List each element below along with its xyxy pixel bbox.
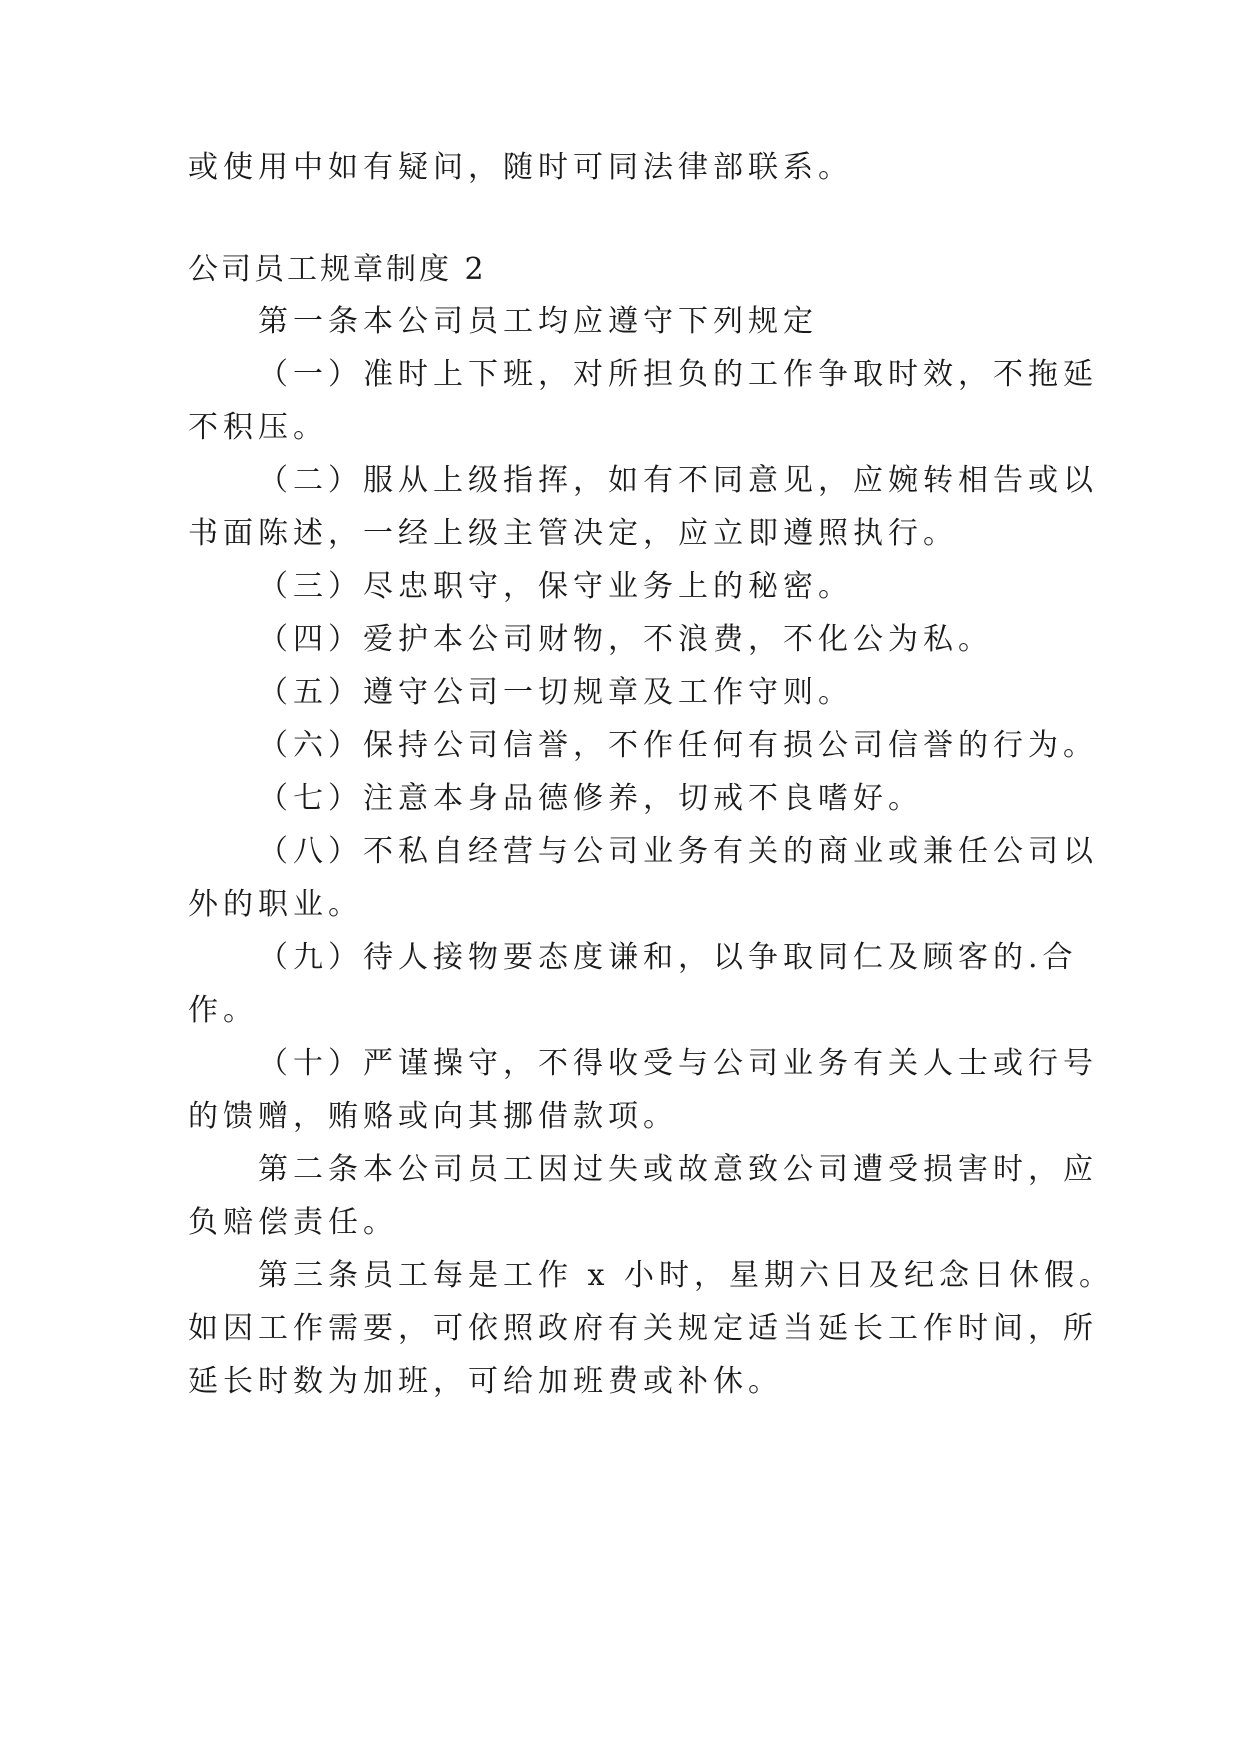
clause-2-line-1: （二）服从上级指挥，如有不同意见，应婉转相告或以 [258, 463, 1098, 498]
clause-9-line-1: （九）待人接物要态度谦和，以争取同仁及顾客的.合 [258, 940, 1078, 975]
clause-2-line-2: 书面陈述，一经上级主管决定，应立即遵照执行。 [188, 516, 958, 551]
clause-8-line-2: 外的职业。 [188, 887, 363, 922]
clause-4: （四）爱护本公司财物，不浪费，不化公为私。 [258, 622, 993, 657]
clause-6: （六）保持公司信誉，不作任何有损公司信誉的行为。 [258, 728, 1098, 763]
article-2-line-1: 第二条本公司员工因过失或故意致公司遭受损害时，应 [258, 1152, 1098, 1187]
article-2-line-2: 负赔偿责任。 [188, 1205, 398, 1240]
clause-5: （五）遵守公司一切规章及工作守则。 [258, 675, 853, 710]
clause-9-line-2: 作。 [188, 993, 258, 1028]
clause-10-line-2: 的馈赠，贿赂或向其挪借款项。 [188, 1099, 678, 1134]
clause-10-line-1: （十）严谨操守，不得收受与公司业务有关人士或行号 [258, 1046, 1098, 1081]
article-3-line-1: 第三条员工每是工作 x 小时，星期六日及纪念日休假。 [258, 1258, 1114, 1293]
clause-7: （七）注意本身品德修养，切戒不良嗜好。 [258, 781, 923, 816]
clause-1-line-1: （一）准时上下班，对所担负的工作争取时效，不拖延 [258, 357, 1098, 392]
clause-8-line-1: （八）不私自经营与公司业务有关的商业或兼任公司以 [258, 834, 1098, 869]
article-1-heading: 第一条本公司员工均应遵守下列规定 [258, 304, 818, 339]
article-3-line-3: 延长时数为加班，可给加班费或补休。 [188, 1364, 783, 1399]
clause-1-line-2: 不积压。 [188, 410, 328, 445]
clause-3: （三）尽忠职守，保守业务上的秘密。 [258, 569, 853, 604]
article-3-line-2: 如因工作需要，可依照政府有关规定适当延长工作时间，所 [188, 1311, 1098, 1346]
section-title: 公司员工规章制度 2 [188, 252, 487, 287]
text-line-continuation: 或使用中如有疑问，随时可同法律部联系。 [188, 150, 853, 185]
